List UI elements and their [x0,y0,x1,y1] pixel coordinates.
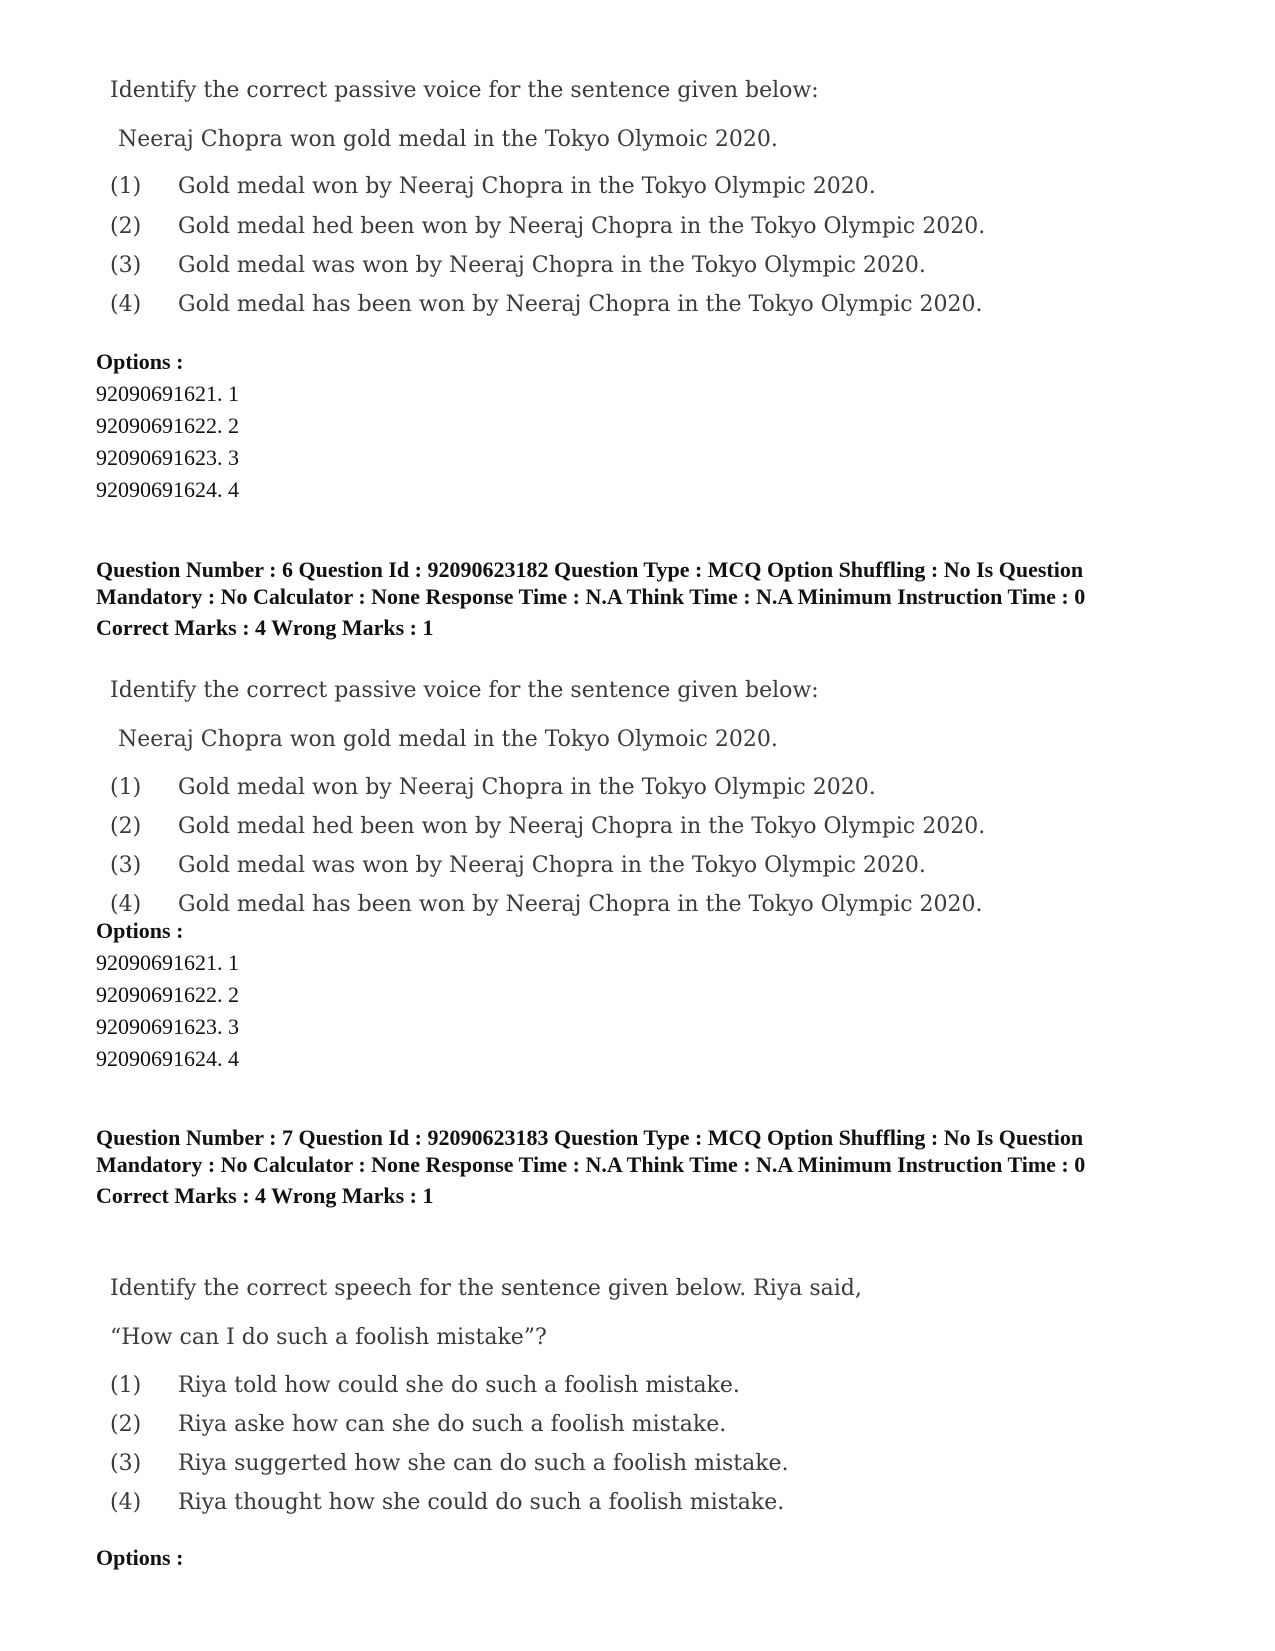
choice-text: Gold medal hed been won by Neeraj Chopra in the Tokyo Olympic 2020. [178,214,986,239]
choice-number: (1) [110,1373,142,1398]
choice-text: Gold medal hed been won by Neeraj Chopra in the Tokyo Olympic 2020. [178,814,986,839]
choice-number: (3) [110,253,142,278]
question-marks: Correct Marks : 4 Wrong Marks : 1 [96,615,434,640]
choice-text: Gold medal was won by Neeraj Chopra in the Tokyo Olympic 2020. [178,253,926,278]
choice-number: (1) [110,174,142,199]
choice-number: (4) [110,292,142,317]
question-sentence: “How can I do such a foolish mistake”? [110,1325,547,1350]
choice-text: Gold medal has been won by Neeraj Chopra in the Tokyo Olympic 2020. [178,292,983,317]
question-meta-line: Question Number : 7 Question Id : 92090623183 Question Type : MCQ Option Shuffling : No Is Question [96,1125,1084,1150]
option-row: 92090691621. 1 [96,950,239,975]
option-row: 92090691622. 2 [96,413,239,438]
question-meta-line: Mandatory : No Calculator : None Response Time : N.A Think Time : N.A Minimum Instruction Time : 0 [96,1152,1086,1177]
options-list [96,346,239,506]
choice-number: (2) [110,1412,142,1437]
choice-text: Gold medal won by Neeraj Chopra in the Tokyo Olympic 2020. [178,775,876,800]
question-marks: Correct Marks : 4 Wrong Marks : 1 [96,1183,434,1208]
choice-number: (2) [110,214,142,239]
option-row: 92090691621. 1 [96,381,239,406]
choice-number: (2) [110,814,142,839]
option-row: 92090691624. 4 [96,477,239,502]
question-meta [96,1124,1256,1209]
choice-text: Gold medal was won by Neeraj Chopra in the Tokyo Olympic 2020. [178,853,926,878]
choice-number: (3) [110,1451,142,1476]
question-meta-line: Mandatory : No Calculator : None Response Time : N.A Think Time : N.A Minimum Instruction Time : 0 [96,584,1086,609]
choice-number: (3) [110,853,142,878]
choice-number: (4) [110,1490,142,1515]
options-heading: Options : [96,349,184,374]
choice-text: Riya thought how she could do such a foolish mistake. [178,1490,785,1515]
option-row: 92090691623. 3 [96,1014,239,1039]
choice-text: Gold medal won by Neeraj Chopra in the Tokyo Olympic 2020. [178,174,876,199]
choice-text: Riya told how could she do such a foolish mistake. [178,1373,740,1398]
question-meta-line: Question Number : 6 Question Id : 92090623182 Question Type : MCQ Option Shuffling : No Is Question [96,557,1084,582]
option-row: 92090691622. 2 [96,982,239,1007]
question-instruction: Identify the correct speech for the sentence given below. Riya said, [110,1276,862,1301]
choice-number: (4) [110,892,142,917]
choice-text: Riya aske how can she do such a foolish mistake. [178,1412,727,1437]
question-sentence: Neeraj Chopra won gold medal in the Tokyo Olymoic 2020. [118,727,778,752]
options-list [96,915,239,1075]
choice-number: (1) [110,775,142,800]
options-heading: Options : [96,1545,184,1570]
options-heading: Options : [96,918,184,943]
option-row: 92090691623. 3 [96,445,239,470]
question-instruction: Identify the correct passive voice for the sentence given below: [110,678,819,703]
options-list [96,1542,183,1574]
question-sentence: Neeraj Chopra won gold medal in the Tokyo Olymoic 2020. [118,127,778,152]
choice-text: Gold medal has been won by Neeraj Chopra in the Tokyo Olympic 2020. [178,892,983,917]
question-meta [96,556,1256,641]
option-row: 92090691624. 4 [96,1046,239,1071]
choice-text: Riya suggerted how she can do such a foolish mistake. [178,1451,789,1476]
question-instruction: Identify the correct passive voice for the sentence given below: [110,78,819,103]
